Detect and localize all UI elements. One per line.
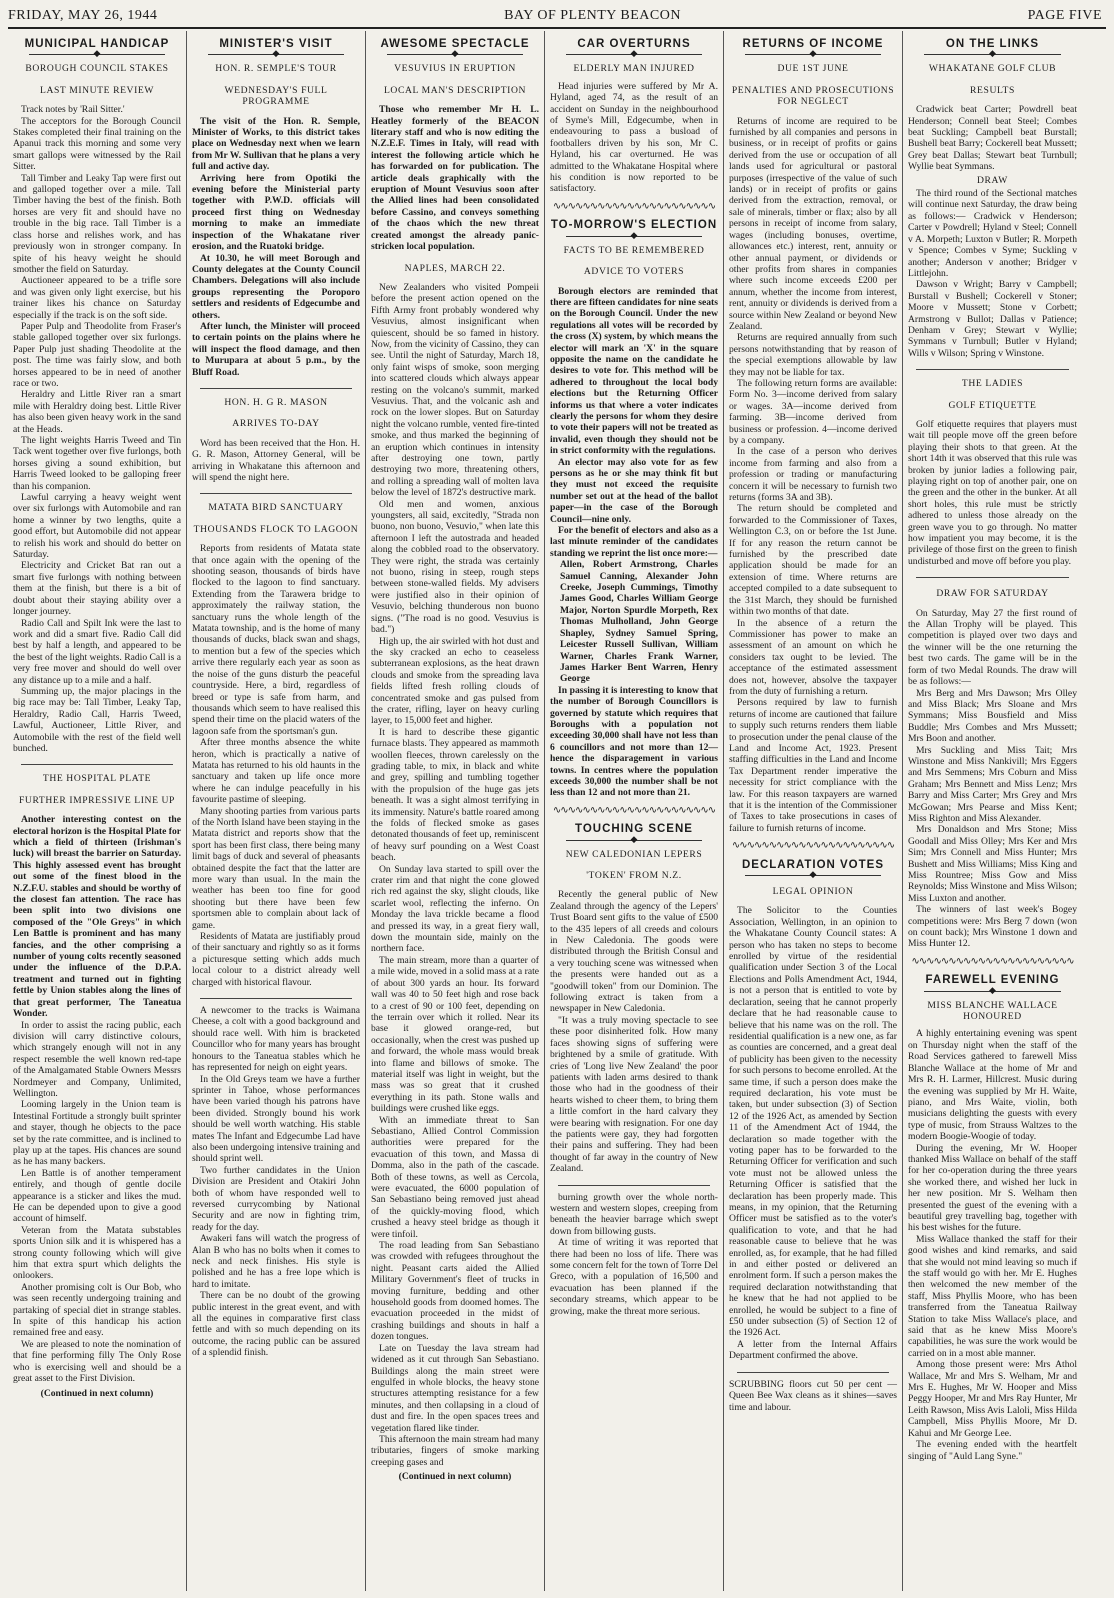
article-body	[908, 1028, 1077, 1461]
headline-municipal-handicap: MUNICIPAL HANDICAP	[24, 38, 170, 50]
candidate-list: Allen, Robert Armstrong, Charles Samuel Canning, Alexander John Creeke, Joseph Cummings, Timothy James Good, Charles William George Major, Norton Spurdle Morpeth, Rex Thomas Mulholland, John George Shapley, Sydney Samuel Spring, Leicester Russell Sullivan, William Warner, Charles Frank Warner, James Harker Bent Warren, Henry George	[560, 559, 718, 685]
article-paragraph: Electricity and Cricket Bat ran out a smart five furlongs with nothing between them at the finish, but there is a bit of doubt about their staying ability over a longer journey.	[13, 560, 181, 618]
wave-rule: ∿∿∿∿∿∿∿∿∿∿∿∿∿∿∿∿∿∿∿∿∿∿	[911, 955, 1074, 967]
article-paragraph: Paper Pulp and Theodolite from Fraser's stable galloped together over six furlongs. Paper Pulp just shading Theodolite at the post. The time was fairly slow, and both horses appeared to be in need of another race or two.	[13, 320, 181, 389]
article-paragraph: Persons required by law to furnish returns of income are cautioned that failure to supply such returns renders them liable to prosecution under the penal clause of the Land and Income Act, 1923. Present staffing difficulties in the Land and Income Tax Department render imperative the necessity for strict compliance with the law. For this reason taxpayers are warned that it is the intention of the Commissioner of Taxes to take prosecutions in cases of failure to furnish returns of income.	[729, 697, 897, 834]
issue-date: FRIDAY, MAY 26, 1944	[8, 8, 158, 23]
wave-rule: ∿∿∿∿∿∿∿∿∿∿∿∿∿∿∿∿∿∿∿∿∿∿	[552, 804, 716, 816]
separator	[21, 764, 173, 765]
subhead: LOCAL MAN'S DESCRIPTION	[383, 84, 527, 96]
article-paragraph: A highly entertaining evening was spent on Thursday night when the staff of the Road Services gathered to farewell Miss Blanche Wallace at the home of Mr and Mrs R. H. Larmer, Hillcrest. Music during the evening was supplied by Mr H. Waite, piano, and Mrs Waite, violin, both musicians delighting the guests with every type of music, from Strauss Waltzes to the modern Boogie-Woogie of today.	[908, 1028, 1077, 1143]
article-paragraph: Heraldry and Little River ran a smart mile with Heraldry doing best. Little River has also been given heavy work in the sand at the Heads.	[13, 389, 181, 435]
headline-returns-of-income: RETURNS OF INCOME	[742, 38, 884, 50]
article-paragraph: A newcomer to the tracks is Waimana Cheese, a colt with a good background and should race well. With him is bracketed Councillor who for many years has brought honours to the Taneatua stables which he has represented for neigh on eight years.	[192, 1005, 360, 1074]
article-body	[13, 104, 181, 754]
dateline: NAPLES, MARCH 22.	[404, 262, 506, 274]
continued-note: (Continued in next column)	[398, 1471, 512, 1483]
article-paragraph: On Sunday lava started to spill over the crater rim and that night the cone glowed rich red against the sky, slight clouds, like scarlet wool, reflecting the inferno. On Monday the lava trickle became a flood and pressed its way, in a great fiery wall, down the mountain side, mainly on the northern face.	[371, 863, 539, 955]
article-paragraph: Tall Timber and Leaky Tap were first out and galloped together over a mile. Tall Timber having the best of the finish. Both horses are very fit and should have no trouble in the big race. Tall Timber is a class horse and relishes work, and has previously won in stronger company. In spite of his heavy weight he should smother the field on Saturday.	[13, 172, 181, 275]
article-paragraph: Many shooting parties from various parts of the North Island have been staying in the Matata district and reports show that the sport has been first class, there being many limit bags of duck and several of pheasants obtained despite the fact that the latter are more wary than usual. In the main the weather has been too fine for good shooting but there have been few sportsmen able to complain about lack of game.	[192, 805, 360, 931]
article-paragraph: The visit of the Hon. R. Semple, Minister of Works, to this district takes place on Wednesday next when we learn from Mr W. Sullivan that he plans a very full and active day.	[192, 115, 360, 173]
article-paragraph: An elector may also vote for as few persons as he or she may think fit but they must not exceed the requisite number set out at the head of the ballot paper—in the case of the Borough Council—nine only.	[550, 456, 718, 525]
headline-bird-sanctuary: MATATA BIRD SANCTUARY	[208, 502, 344, 514]
separator	[200, 388, 352, 389]
draw-label: DRAW	[977, 174, 1008, 186]
rule-ornament	[745, 54, 881, 55]
article-paragraph: The third round of the Sectional matches will continue next Saturday, the draw being as follows:— Cradwick v Henderson; Carter v Powdrell; Hyland v Steel; Connell v A. Morpeth; Luxton v Butler; R. Morpeth v Spence; Combes v Syme; Suckling v another; Anderson v another; Bridger v Littlejohn.	[908, 188, 1077, 279]
article-paragraph: Lawful carrying a heavy weight went over six furlongs with Automobile and ran home a winner by two lengths, quite a good effort, but Automobile did not appear to relish his work and should do better on Saturday.	[13, 492, 181, 561]
subhead: RESULTS	[970, 84, 1015, 96]
separator	[200, 998, 352, 999]
wave-rule: ∿∿∿∿∿∿∿∿∿∿∿∿∿∿∿∿∿∿∿∿∿∿	[552, 200, 716, 212]
article-paragraph: Auctioneer appeared to be a trifle sore and was given only light exercise, but his trainer likes his chance on Saturday especially if the track is on the soft side.	[13, 275, 181, 321]
columns	[8, 31, 1106, 1591]
article-lead	[550, 286, 718, 560]
headline-declaration-votes: DECLARATION VOTES	[741, 858, 884, 871]
rule-ornament	[29, 54, 165, 55]
subhead: VESUVIUS IN ERUPTION	[394, 63, 516, 75]
column-3	[366, 31, 545, 1591]
article-paragraph: Head injuries were suffered by Mr A. Hyland, aged 74, as the result of an accident on Sunday in the neighbourhood of Syme's Mill, Edgecumbe, when in endeavouring to pass a busload of footballers driven by his son, Mr C. Hyland, his car overturned. He was admitted to the Whakatane Hospital where his condition is now reported to be satisfactory.	[550, 80, 718, 195]
headline-ministers-visit: MINISTER'S VISIT	[219, 38, 333, 50]
article-paragraph: High up, the air swirled with hot dust and the sky cracked an echo to ceaseless subterranean explosions, as the heat drawn clouds and smoke from the spreading lava fields lifted fresh rolling clouds of concentrated smoke and gas pulsed from the crater, rifling, layer on heavy curling layer, to 15,000 feet and higher.	[371, 635, 539, 727]
article-body	[13, 1020, 181, 1385]
subhead: WHAKATANE GOLF CLUB	[928, 63, 1057, 75]
column-6	[903, 31, 1082, 1591]
article-paragraph: The light weights Harris Tweed and Tin Tack went together over five furlongs, both horses giving a sound exhibition, but Harris Tweed looked to be galloping freer than his companion.	[13, 435, 181, 492]
subhead: ELDERLY MAN INJURED	[573, 63, 695, 75]
subhead: DRAW FOR SATURDAY	[936, 588, 1049, 600]
paper-name: BAY OF PLENTY BEACON	[504, 8, 681, 23]
article-paragraph: Mrs Donaldson and Mrs Stone; Miss Goodall and Miss Olley; Mrs Ker and Mrs Sim; Mrs Connell and Miss Hunter; Mrs Bushett and Miss Williams; Miss King and Miss Rountree; Miss Gow and Miss Reynolds; Miss Winstone and Miss Wilson; Miss Luxton and another.	[908, 824, 1077, 904]
article-paragraph: New Zealanders who visited Pompeii before the present action opened on the Fifth Army front probably wondered why Vesuvius, almost insignificant when quiescent, should be so famed in history. Now, from the vicinity of Cassino, they can see. Until the night of Saturday, March 18, only faint wisps of smoke, soon merging into scattered clouds which always appear resting on the volcano's summit, marked Vesuvius. That, and the volcanic ash and rock on the lower slopes. But on Saturday night the volcano rumble, vented fire-tinted smoke, and thus marked the beginning of an eruption which continues in intensity after destroying one town, partly destroying two more, threatening others, and rolling a spreading wall of molten lava below the level of 1872's destructive mark.	[371, 281, 539, 499]
headline-on-the-links: ON THE LINKS	[945, 38, 1040, 50]
column-1	[8, 31, 187, 1591]
article-paragraph: The following return forms are available: Form No. 3—income derived from salary or wages. 3A—income derived from farming. 3B—income derived from business or profession. 4—income derived by a company.	[729, 377, 897, 446]
separator	[916, 577, 1069, 578]
article-paragraph: Looming largely in the Union team is Intestinal Fortitude a strongly built sprinter and stayer, though he objects to the pace set by the rate committee, and is inclined to play up at the tapes. His chances are sound as he has many backers.	[13, 1099, 181, 1168]
article-lead: Another interesting contest on the electoral horizon is the Hospital Plate for which a field of thirteen (Irishman's luck) will breast the barrier on Saturday. This highly assessed event has brought out some of the finest blood in the N.Z.F.U. stables and should be worthy of the closest fan attention. The race has been split into two divisions one composed of the "Ole Greys" in which Len Battle is prominent and has many fancies, and the other comprising a number of young colts recently seasoned under the influence of the D.P.A. treatment and turned out in fighting fettle by Union stables along the lines of that great performer, The Taneatua Wonder.	[13, 814, 181, 1020]
article-body	[371, 282, 539, 1468]
separator	[558, 1185, 710, 1186]
subhead: ARRIVES TO-DAY	[232, 418, 320, 430]
column-5	[724, 31, 903, 1591]
article-paragraph: The acceptors for the Borough Council Stakes completed their final training on the Apanui track this morning and some very smart gallops were witnessed by the Rail Sitter.	[13, 115, 181, 173]
article-paragraph: With an immediate threat to San Sebastiano, Allied Control Commission authorities were prepared for the evacuation of this town, and Massa di Domma, also in the path of the cascade. Both of these towns, as well as Cercola, were evacuated, the 6000 population of San Sebastiano being removed just ahead of the quickly-moving flood, which crushed a heavy steel bridge as though it were tinfoil.	[371, 1114, 539, 1240]
column-2	[187, 31, 366, 1591]
article-paragraph: The return should be completed and forwarded to the Commissioner of Taxes, Wellington C.3, on or before the 1st June. If for any reason the return cannot be furnished by the prescribed date application should be made for an extension of time. Where returns are accepted compiled to a date subsequent to the 31st March, they should be furnished within two months of that date.	[729, 503, 897, 618]
article-paragraph: There can be no doubt of the growing public interest in the great event, and with all the equines in comparative first class fettle and with so much depending on its outcome, the racing public can be assured of a splendid finish.	[192, 1290, 360, 1359]
headline-the-ladies: THE LADIES	[961, 378, 1024, 390]
article-paragraph: The evening ended with the heartfelt singing of "Auld Lang Syne."	[908, 1439, 1077, 1462]
article-paragraph: After three months absence the white heron, which is practically a native of Matata has returned to his old haunts in the sanctuary and taken up life once more where he can indulge peacefully in his favourite pastime of sleeping.	[192, 737, 360, 806]
subhead: GOLF ETIQUETTE	[948, 399, 1037, 411]
headline-election: TO-MORROW'S ELECTION	[550, 219, 718, 232]
rule-ornament	[208, 54, 344, 55]
rule-ornament	[387, 54, 523, 55]
subhead: HON. R. SEMPLE'S TOUR	[215, 63, 337, 75]
article-paragraph: Dawson v Wright; Barry v Campbell; Burstall v Bushell; Cockerell v Stoner; Moore v Mussett; Stone v Corbett; Armstrong v Bullot; Dallas v Patience; Denham v Grey; Stewart v Wyllie; Symmans v Turnbull; Butler v Hyland; Wills v Wilson; Spring v Winstone.	[908, 279, 1077, 359]
headline-touching-scene: TOUCHING SCENE	[575, 823, 693, 836]
headline-mason: HON. H. G R. MASON	[224, 396, 328, 408]
wave-rule: ∿∿∿∿∿∿∿∿∿∿∿∿∿∿∿∿∿∿∿∿∿∿	[731, 840, 895, 852]
article-lead: Those who remember Mr H. L. Heatley formerly of the BEACON literary staff and who is now editing the N.Z.E.F. Times in Italy, will read with interest the following article which he has forwarded on for publication. The article deals graphically with the eruption of Mount Vesuvius soon after the Allied lines had been consolidated before Cassino, and conveys something of the chaos which the new threat created amongst the already panic-stricken local population.	[371, 104, 539, 253]
subhead: THOUSANDS FLOCK TO LAGOON	[193, 523, 359, 535]
article-paragraph: A letter from the Internal Affairs Department confirmed the above.	[729, 1338, 897, 1362]
article-paragraph: At 10.30, he will meet Borough and County delegates at the County Council Chambers. Delegations will also include groups representing the Poroporo settlers and residents of Edgecumbe and others.	[192, 252, 360, 321]
article-paragraph: burning growth over the whole north-western and western slopes, creeping from beneath the heavier barrage which swept down from billowing gusts.	[550, 1191, 718, 1237]
subhead: PENALTIES AND PROSECUTIONS FOR NEGLECT	[731, 84, 895, 108]
headline-hospital-plate: THE HOSPITAL PLATE	[42, 773, 152, 785]
article-paragraph: Late on Tuesday the lava stream had widened as it cut through San Sebastiano. Buildings along the main street were engulfed in whole blocks, the heavy stone structures attempting resistance for a few minutes, and then collapsing in a cloud of dust and fire. In the open spaces trees and vegetation flared like tinder.	[371, 1342, 539, 1434]
article-lead	[192, 116, 360, 378]
article-paragraph: Returns of income are required to be furnished by all companies and persons in business, or in receipt of profits or gains derived from the use or occupation of all lands used for agricultural or pastoral purposes (irrespective of the value of such lands) or in receipt of profits or gains derived from the extraction, removal, or sale of minerals, timber or flax; also by all persons in receipt of income from salary, wages (including bonuses, overtime, allowances etc.) interest, rent, annuity or other annual payment, or dividends or other profits from shares in companies where such income exceeds £200 per annum, whether the income from interest, rent, annuity or dividends is derived from a source within New Zealand or beyond New Zealand.	[729, 115, 897, 332]
subhead: WEDNESDAY'S FULL PROGRAMME	[224, 84, 328, 108]
article-paragraph: Mrs Berg and Mrs Dawson; Mrs Olley and Miss Black; Mrs Sloane and Mrs Symmans; Miss Bousfield and Miss Buddle; Mrs Combes and Mrs Mussett; Mrs Boon and another.	[908, 687, 1077, 745]
article-paragraph: The road leading from San Sebastiano was crowded with refugees throughout the night. Peasant carts aided the Allied Military Government's fleet of trucks in moving furniture, bedding and other household goods from doomed homes. The evacuation proceeded in the midst of crashing buildings and shouts in half a dozen tongues.	[371, 1240, 539, 1343]
article-paragraph: Golf etiquette requires that players must wait till people move off the green before playing their shots to that green. At the short 14th it was observed that this rule was broken by junior ladies a following pair, playing right on top of another pair, one on the green and the other in the bunker. At all short holes, this rule must be strictly adhered to unless those already on the green wave you to go through. No matter how impatient you may become, it is the privilege of those first on the green to finish undisturbed and move off before you play.	[908, 418, 1077, 567]
article-paragraph: For the benefit of electors and also as a last minute reminder of the candidates standing we reprint the list once more:—	[550, 525, 718, 559]
rule-ornament	[924, 991, 1061, 992]
article-paragraph: Summing up, the major placings in the big race may be: Tall Timber, Leaky Tap, Heraldry, Radio Call, Harris Tweed, Lawful, Auctioneer, Little River, and Automobile with the rest of the field well bunched.	[13, 685, 181, 754]
article-paragraph: The Solicitor to the Counties Association, Wellington, in an opinion to the Whakatane County Council states: A person who has taken no steps to become enrolled by virtue of the residential qualification under Section 3 of the Local Elections and Polls Amendment Act, 1944, is not a person that is entitled to vote by declaration, seeing that he cannot properly declare that he had reasonable cause to believe that his name was on the roll. The residential qualification is a new one, as far as counties are concerned, and a great deal of publicity has been given to the necessity for such persons to become enrolled. At the same time, if such a person does make the required declaration, his vote must be taken, but under subsection (3) of Section 12 of the 1926 Act, as amended by Section 11 of the Amendment Act of 1944, the declaration so made together with the voting paper has to be forwarded to the Returning Officer for verification and such vote must not be allowed unless the Returning Officer is satisfied that the declaration has been properly made. This means, in my opinion, that the Returning Officer must be satisfied as to the voter's qualification to vote, and that he had reasonable cause to believe that he was enrolled, as, for example, that he had filled in and either posted or delivered an enrolment form. If such a person makes the required declaration notwithstanding that he knew that he had not applied to be enrolled, he would be subject to a fine of £50 under subsection (5) of Section 12 of the 1926 Act.	[729, 905, 897, 1339]
subhead: BOROUGH COUNCIL STAKES	[25, 63, 169, 75]
rule-ornament	[566, 236, 702, 237]
subhead: DUE 1ST JUNE	[777, 63, 849, 75]
article-paragraph: After lunch, the Minister will proceed to certain points on the plains where he will inspect the flood damage, and then to Murupara at about 5 p.m., by the Bluff Road.	[192, 320, 360, 378]
subhead: NEW CALEDONIAN LEPERS	[565, 848, 703, 860]
article-body	[908, 608, 1077, 950]
article-paragraph: Old men and women, anxious youngsters, all said, excitedly, "Strada non buono, non buono, Vesuvio," when late this afternoon I left the autostrada and headed along the cobbled road to the observatory. They were right, the strada was certainly not buono, rising in steep, rough steps between stone-walled fields. My advisers were justified also in their opinion of Vesuvio, belching thunderous non buono signs. ("The road is no good. Vesuvius is bad.")	[371, 498, 539, 636]
advertisement-scrubbing: SCRUBBING floors cut 50 per cent —Queen Bee Wax cleans as it shines—saves time and labour.	[729, 1378, 897, 1413]
article-paragraph: In order to assist the racing public, each division will carry distinctive colours, which strangely enough will not in any respect resemble the well known red-tape of the Amalgamated Stable Owners Messrs Nordmeyer and Company, Unlimited, Wellington.	[13, 1019, 181, 1099]
rule-ornament	[924, 54, 1061, 55]
article-paragraph: Radio Call and Spilt Ink were the last to work and did a smart five. Radio Call did best by half a length, and appeared to be the best of the light weights. Radio Call is a very free mover and should do well over any distance up to a mile and a half.	[13, 617, 181, 686]
rule-ornament	[566, 840, 702, 841]
article-paragraph: In the absence of a return the Commissioner has power to make an assessment of an amount on which he considers tax ought to be levied. The acceptance of the estimated assessment does not, however, absolve the taxpayer from the duty of furnishing a return.	[729, 617, 897, 697]
article-body	[550, 1192, 718, 1317]
headline-awesome-spectacle: AWESOME SPECTACLE	[380, 38, 530, 50]
masthead	[8, 4, 1106, 29]
subhead: LEGAL OPINION	[772, 886, 854, 898]
subhead: 'TOKEN' FROM N.Z.	[586, 870, 682, 881]
article-paragraph: Awakeri fans will watch the progress of Alan B who has no bolts when it comes to neck and neck finishes. His style is polished and he has a free lope which is hard to imitate.	[192, 1233, 360, 1290]
article-paragraph: On Saturday, May 27 the first round of the Allan Trophy will be played. This competition is played over two days and the winner will be the one returning the best two cards. The game will be in the form of two Medal Rounds. The draw will be as follows:—	[908, 607, 1077, 688]
page-number: PAGE FIVE	[1027, 8, 1102, 23]
subhead: MISS BLANCHE WALLACE HONOURED	[927, 999, 1058, 1023]
article-paragraph: The winners of last week's Bogey competitions were: Mrs Berg 7 down (won on count back); Mrs Winstone 1 down and Miss Hunter 12.	[908, 904, 1077, 950]
article-paragraph: Mrs Suckling and Miss Tait; Mrs Winstone and Miss Nankivill; Mrs Eggers and Mrs Semmens; Mrs Coburn and Miss Graham; Mrs Bennett and Miss Lenz; Mrs Barry and Miss Carter; Mrs Grey and Mrs McGowan; Mrs Pearse and Miss Kent; Miss Righton and Miss Alexander.	[908, 744, 1077, 824]
article-paragraph: Arriving here from Opotiki the evening before the Ministerial party together with P.W.D. officials will proceed first thing on Wednesday morning to make an immediate inspection of the Whakatane river erosion, and the Ruatoki bridge.	[192, 172, 360, 253]
article-paragraph: In the Old Greys team we have a further sprinter in Tahoe, whose performances have been varied though his patrons have been divided. Strongly bound his work should be well worth watching. His stable mates The Infant and Edgecumbe Lad have also been undergoing intensive training and should sprint well.	[192, 1073, 360, 1165]
subhead: ADVICE TO VOTERS	[583, 266, 685, 278]
article-paragraph: "It was a truly moving spectacle to see these poor disinherited folk. How many faces showing signs of suffering were brightened by a smile of gratitude. With cries of 'Long live New Zealand' the poor patients with laden arms desired to thank those who had in the goodness of their hearts wished to cheer them, to bring them a little comfort in the hard calvary they were bearing with resignation. For one day the patients were gay, they had forgotten their pains and suffering. They had been thought of far away in the country of New Zealand.	[550, 1014, 718, 1175]
article-paragraph: In the case of a person who derives income from farming and also from a profession or trading or manufacturing concern it will be necessary to furnish two returns (forms 3A and 3B).	[729, 446, 897, 504]
article-paragraph: We are pleased to note the nomination of that fine performing filly The Only Rose who is exercising well and should be a great asset to the First Division.	[13, 1338, 181, 1385]
article-body	[550, 889, 718, 1174]
article-paragraph: Cradwick beat Carter; Powdrell beat Henderson; Connell beat Steel; Combes beat Suckling; Campbell beat Burstall; Bushell beat Barry; Cockerell beat Mussett; Grey beat Dallas; Stewart beat Turnbull; Wyllie beat Symmans.	[908, 104, 1077, 173]
rule-ornament	[745, 875, 881, 876]
article-paragraph: Among those present were: Mrs Athol Wallace, Mr and Mrs S. Welham, Mr and Mrs E. Hughes, Mr W. Hooper and Miss Peggy Hooper, Mr and Mrs Ray Hunter, Mr Leith Rawson, Miss Avis Laloli, Miss Hilda Campbell, Miss Phyllis Moore, Mr D. Kahui and Mr George Lee.	[908, 1359, 1077, 1439]
article-paragraph: Word has been received that the Hon. H. G. R. Mason, Attorney General, will be arriving in Whakatane this afternoon and will spend the night here.	[192, 437, 360, 483]
article-paragraph: At time of writing it was reported that there had been no loss of life. There was some concern felt for the town of Torre Del Greco, with a population of 16,500 and evacuation has been planned if the secondary streams, which appear to be growing, make the threat more serious.	[550, 1237, 718, 1317]
article-paragraph: Recently the general public of New Zealand through the agency of the Lepers' Trust Board sent gifts to the value of £500 to the 435 lepers of all creeds and colours in New Caledonia. The goods were distributed through the British Consul and a very touching scene was witnessed when the presents were handed out as a "goodwill token" from our Dominion. The following extract is taken from a newspaper in New Caledonia.	[550, 889, 718, 1015]
article-paragraph: Residents of Matata are justifiably proud of their sanctuary and rightly so as it forms a picturesque setting which adds much local colour to a district already well charged with historical flavour.	[192, 931, 360, 988]
article-paragraph: Track notes by 'Rail Sitter.'	[21, 104, 125, 116]
subhead: FURTHER IMPRESSIVE LINE UP	[18, 794, 175, 806]
rule-ornament	[566, 54, 702, 55]
article-paragraph: This afternoon the main stream had many tributaries, fingers of smoke marking creeping gases and	[371, 1433, 539, 1468]
headline-farewell-evening: FAREWELL EVENING	[925, 974, 1060, 987]
article-paragraph: Len Battle is of another temperament entirely, and though of gentle docile appearance is a sticker and likes the mud. He can be depended upon to give a good account of himself.	[13, 1167, 181, 1225]
article-paragraph: Returns are required annually from such persons notwithstanding that by reason of the special exemptions allowable by law they may not be liable for tax.	[729, 332, 897, 378]
subhead: FACTS TO BE REMEMBERED	[563, 244, 705, 256]
article-lead: In passing it is interesting to know that the number of Borough Councillors is governed by statute which requires that Boroughs with a population not exceeding 30,000 shall have not less than 6 councillors and not more than 12—hence the disparagement in various towns. In centres where the population exceeds 30,000 the number shall be not less than 12 and not more than 21.	[550, 684, 718, 799]
continued-note: (Continued in next column)	[40, 1387, 154, 1399]
subhead: LAST MINUTE REVIEW	[39, 84, 154, 96]
article-paragraph: During the evening, Mr W. Hooper thanked Miss Wallace on behalf of the staff for her co-operation during the three years she worked there, and wished her luck in her new position. Mr S. Welham then presented the guest of the evening with a beautiful grey travelling bag, together with his best wishes for the future.	[908, 1142, 1077, 1234]
article-paragraph: Reports from residents of Matata state that once again with the opening of the shooting season, thousands of birds have flocked to the lagoon to find sanctuary. Extending from the Tarawera bridge to approximately the railway station, the sanctuary runs the whole length of the Matata township, and is the home of many thousands of ducks, black swan and shags, to mention but a few of the species which arrive there regularly each year as soon as the noise of the guns disturb the peaceful countryside. Here, a bird, regardless of breed or type is safe from harm, and thousands which seem to have realised this spend their time on the placid waters of the lagoon safe from the sportsman's gun.	[192, 543, 360, 737]
article-paragraph: Miss Wallace thanked the staff for their good wishes and kind remarks, and said that she would not mind leaving so much if the staff would go with her. Mr E. Hughes then welcomed the new member of the staff, Miss Phyllis Moore, who has been transferred from the Taneatua Railway Station to take Miss Wallace's place, and said that as he knew Miss Moore's capabilities, he was sure the work would be carried on in a most able manner.	[908, 1233, 1077, 1359]
article-paragraph: Borough electors are reminded that there are fifteen candidates for nine seats on the Borough Council. Under the new regulations all votes will be recorded by the cross (X) system, by which means the elector will mark an 'X' in the square opposite the name on the candidate he desires to vote for. This method will be adhered to throughout the local body elections but the Returning Officer informs us that where a voter indicates clearly the persons for whom they desire to vote their papers will not be treated as invalid, even though they should not be in strict conformity with the regulations.	[550, 285, 718, 457]
article-body	[729, 905, 897, 1361]
article-paragraph: It is hard to describe these gigantic furnace blasts. They appeared as mammoth woollen fleeces, thrown carelessly on the grading table, to mix, in black and white and grey, spilling and tumbling together with the propulsion of the huge gas jets beneath. It was a sight almost terrifying in its immensity. Nature's battle roared among the folds of flecked smoke as gases detonated thousands of feet up, reminiscent of heavy surf pounding on a West Coast beach.	[371, 726, 539, 864]
article-body	[192, 1005, 360, 1359]
newspaper-page	[8, 4, 1106, 1590]
article-paragraph: Veteran from the Matata substables sports Union silk and it is whispered has a strong county following which will give him that extra spurt which delights the onlookers.	[13, 1224, 181, 1282]
article-body	[729, 116, 897, 835]
separator	[916, 369, 1069, 370]
separator	[737, 1372, 889, 1373]
column-4	[545, 31, 724, 1591]
article-paragraph: Two further candidates in the Union Division are President and Otakiri John both of whom have responded well to reversed currycombing by National Security and are now in fighting trim, ready for the day.	[192, 1164, 360, 1233]
headline-car-overturns: CAR OVERTURNS	[577, 38, 691, 50]
separator	[200, 493, 352, 494]
article-body	[192, 543, 360, 988]
article-paragraph: Another promising colt is Our Bob, who was seen recently undergoing training and partaking of special diet in strange stables. In spite of this handicap his action remained free and easy.	[13, 1281, 181, 1339]
article-paragraph: The main stream, more than a quarter of a mile wide, moved in a solid mass at a rate of about 300 yards an hour. Its forward wall was 40 to 50 feet high and rose back to a crest of 90 or 100 feet, depending on the terrain over which it rolled. Near its base it glowed orange-red, but occasionally, when the crest was pushed up and forward, the whole mass would break into flame and billows of smoke. The material itself was light in weight, but the mass was so great that it crushed everything in its path. Stone walls and buildings were crushed like eggs.	[371, 954, 539, 1115]
